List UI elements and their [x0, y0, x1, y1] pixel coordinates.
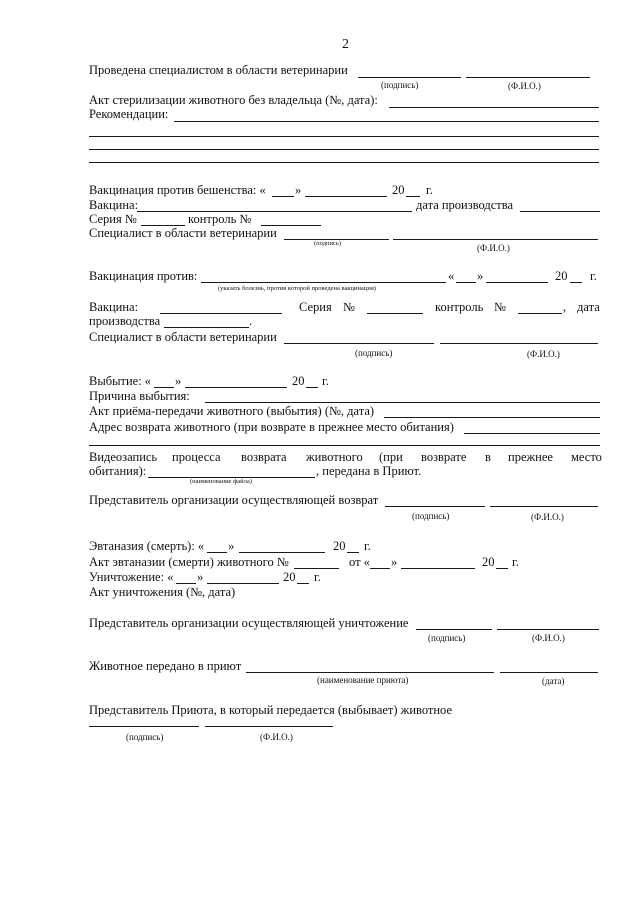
euthanasia-act-no-line: [294, 568, 339, 569]
return-name-line: [490, 506, 598, 507]
vaccination-against-label: Вакцинация против:: [89, 269, 198, 283]
page-number: 2: [342, 37, 349, 52]
rabies-vaccination-label: Вакцинация против бешенства: «: [89, 183, 266, 197]
departure-reason-label: Причина выбытия:: [89, 389, 190, 403]
file-caption: (наименование файла): [190, 478, 252, 485]
shelter-representative-label: Представитель Приюта, в который передается (выбывает) животное: [89, 703, 453, 717]
shelter-signature-caption: (подпись): [126, 732, 164, 742]
vaccination-production-end: .: [249, 314, 253, 328]
euthanasia-act-day-line: [370, 568, 390, 569]
return-signature-line: [385, 506, 485, 507]
destruction-name-line: [497, 629, 599, 630]
return-address-line-2: [89, 445, 600, 446]
vaccination-year-prefix: 20: [555, 269, 568, 283]
rabies-production-date-label: дата производства: [416, 198, 514, 212]
euthanasia-from-label: от «: [349, 555, 370, 569]
euthanasia-act-year-prefix: 20: [482, 555, 495, 569]
vaccination-signature-line: [284, 343, 434, 344]
recommendations-line-2: [89, 136, 599, 137]
video-word-2: процесса: [172, 450, 221, 464]
destruction-year-prefix: 20: [283, 570, 296, 584]
video-word-8: прежнее: [508, 450, 553, 464]
euthanasia-act-label: Акт эвтаназии (смерти) животного №: [89, 555, 289, 569]
recommendations-line-3: [89, 149, 599, 150]
departure-quote-close: »: [175, 374, 182, 388]
euthanasia-quote-close: »: [228, 539, 235, 553]
video-word-3: возврата: [241, 450, 287, 464]
video-word-5: (при: [379, 450, 403, 464]
vaccination-control-line: [518, 313, 562, 314]
departure-reason-line: [205, 402, 600, 403]
euthanasia-from-quote-close: »: [391, 555, 398, 569]
rabies-month-line: [305, 196, 387, 197]
transfer-act-line: [384, 417, 600, 418]
vaccination-vaccine-line: [160, 313, 282, 314]
return-address-label: Адрес возврата животного (при возврате в прежнее место обитания): [89, 420, 454, 434]
vet-signature-line: [358, 77, 461, 78]
destruction-representative-label: Представитель организации осуществляющей уничтожение: [89, 616, 409, 630]
shelter-transfer-label: Животное передано в приют: [89, 659, 242, 673]
video-word-9: место: [571, 450, 602, 464]
euthanasia-year-suffix: г.: [364, 539, 371, 553]
rabies-series-label: Серия №: [89, 212, 137, 226]
euthanasia-day-line: [207, 552, 227, 553]
euthanasia-act-year-line: [496, 568, 508, 569]
vet-specialist-label: Проведена специалистом в области ветеринарии: [89, 63, 348, 77]
vaccination-production-line: [164, 327, 249, 328]
vaccination-year-suffix: г.: [590, 269, 597, 283]
recommendations-line-1: [174, 121, 599, 122]
vaccination-name-line: [440, 343, 598, 344]
sterilization-act-label: Акт стерилизации животного без владельца (№, дата):: [89, 93, 378, 107]
sterilization-act-line: [389, 107, 599, 108]
transfer-act-label: Акт приёма-передачи животного (выбытия) (№, дата): [89, 404, 375, 418]
euthanasia-year-prefix: 20: [333, 539, 346, 553]
shelter-signature-line: [89, 726, 199, 727]
vaccination-quote-close: »: [477, 269, 484, 283]
rabies-specialist-label: Специалист в области ветеринарии: [89, 226, 277, 240]
vaccination-name-caption: (Ф.И.О.): [527, 349, 560, 359]
destruction-day-line: [176, 583, 196, 584]
destruction-month-line: [207, 583, 279, 584]
video-word-4: животного: [306, 450, 363, 464]
departure-year-suffix: г.: [322, 374, 329, 388]
vaccination-series-line: [367, 313, 423, 314]
vaccination-control-no: №: [494, 300, 506, 314]
return-name-caption: (Ф.И.О.): [531, 512, 564, 522]
euthanasia-label: Эвтаназия (смерть): «: [89, 539, 205, 553]
departure-day-line: [154, 387, 174, 388]
shelter-name-signatory-line: [205, 726, 333, 727]
euthanasia-year-line: [347, 552, 359, 553]
video-line2-end: , передана в Приют.: [316, 464, 422, 478]
video-word-6: возврате: [421, 450, 467, 464]
vaccination-vaccine-label: Вакцина:: [89, 300, 139, 314]
vaccination-control-label: контроль: [435, 300, 484, 314]
vaccination-disease-line: [201, 282, 446, 283]
vaccination-signature-caption: (подпись): [355, 348, 393, 358]
rabies-vaccine-label: Вакцина:: [89, 198, 139, 212]
rabies-name-line: [393, 239, 598, 240]
destruction-year-line: [297, 583, 309, 584]
rabies-quote-close: »: [295, 183, 302, 197]
rabies-day-line: [272, 196, 294, 197]
euthanasia-act-month-line: [401, 568, 475, 569]
vet-name-line: [466, 77, 590, 78]
return-representative-label: Представитель организации осуществляющей возврат: [89, 493, 379, 507]
video-word-7: в: [485, 450, 491, 464]
destruction-label: Уничтожение: «: [89, 570, 174, 584]
vaccination-date-label: дата: [577, 300, 600, 314]
vaccination-quote-open: «: [448, 269, 455, 283]
recommendations-label: Рекомендации:: [89, 107, 169, 121]
departure-month-line: [185, 387, 287, 388]
rabies-year-prefix: 20: [392, 183, 405, 197]
vaccination-specialist-label: Специалист в области ветеринарии: [89, 330, 277, 344]
video-line2-start: обитания):: [89, 464, 147, 478]
destruction-name-caption: (Ф.И.О.): [532, 633, 565, 643]
destruction-signature-caption: (подпись): [428, 633, 466, 643]
return-address-line-1: [464, 433, 600, 434]
rabies-production-date-line: [520, 211, 600, 212]
destruction-signature-line: [416, 629, 492, 630]
destruction-act-label: Акт уничтожения (№, дата): [89, 585, 236, 599]
shelter-date-caption: (дата): [542, 676, 565, 686]
vet-signature-caption: (подпись): [381, 80, 419, 90]
departure-year-prefix: 20: [292, 374, 305, 388]
vaccination-month-line: [486, 282, 548, 283]
shelter-name-caption: (Ф.И.О.): [260, 732, 293, 742]
euthanasia-month-line: [239, 552, 325, 553]
video-word-1: Видеозапись: [89, 450, 158, 464]
rabies-year-line: [406, 196, 420, 197]
euthanasia-act-year-suffix: г.: [512, 555, 519, 569]
vaccination-production-label: производства: [89, 314, 161, 328]
vaccination-series-no: №: [343, 300, 355, 314]
rabies-vaccine-line: [137, 211, 412, 212]
vet-name-caption: (Ф.И.О.): [508, 81, 541, 91]
departure-year-line: [306, 387, 318, 388]
vaccination-day-line: [456, 282, 476, 283]
departure-label: Выбытие: «: [89, 374, 152, 388]
vaccination-comma: ,: [563, 300, 567, 314]
destruction-year-suffix: г.: [314, 570, 321, 584]
recommendations-line-4: [89, 162, 599, 163]
destruction-quote-close: »: [197, 570, 204, 584]
vaccination-series-label: Серия: [299, 300, 332, 314]
vaccination-disease-caption: (указать болезнь, против которой проведена вакцинация): [218, 285, 376, 292]
rabies-signature-caption: (подпись): [314, 240, 341, 247]
shelter-name-line: [246, 672, 494, 673]
shelter-name-caption: (наименование приюта): [317, 675, 409, 685]
return-signature-caption: (подпись): [412, 511, 450, 521]
rabies-year-suffix: г.: [426, 183, 433, 197]
rabies-name-caption: (Ф.И.О.): [477, 243, 510, 253]
shelter-date-line: [500, 672, 598, 673]
rabies-control-label: контроль №: [188, 212, 252, 226]
vaccination-year-line: [570, 282, 582, 283]
